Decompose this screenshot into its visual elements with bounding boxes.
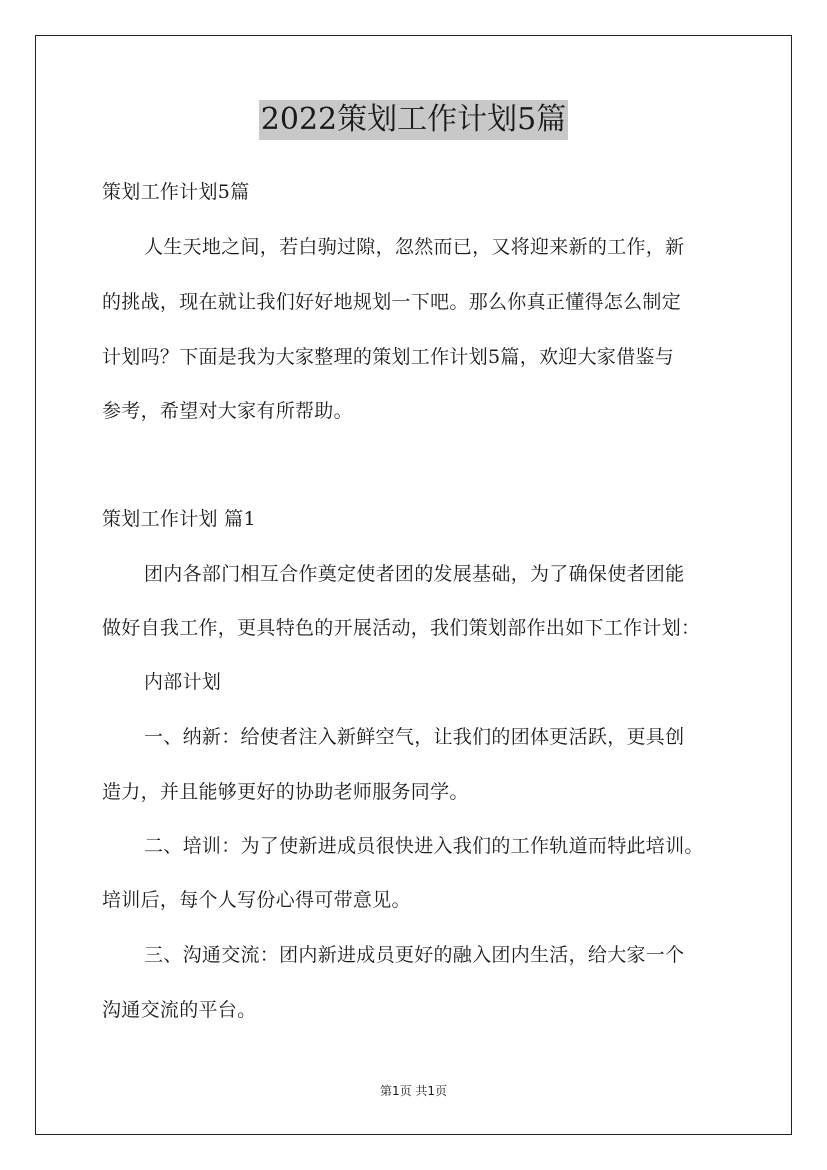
title-container [0, 100, 827, 140]
section-heading[interactable]: 策划工作计划 篇1 [102, 508, 256, 530]
paragraph-line[interactable]: 二、培训：为了使新进成员很快进入我们的工作轨道而特此培训。 [144, 835, 704, 857]
document-subtitle[interactable]: 策划工作计划5篇 [102, 181, 250, 203]
paragraph-line[interactable]: 一、纳新：给使者注入新鲜空气，让我们的团体更活跃，更具创 [144, 726, 685, 748]
paragraph-line[interactable]: 培训后，每个人写份心得可带意见。 [102, 889, 411, 911]
paragraph-line[interactable]: 做好自我工作，更具特色的开展活动，我们策划部作出如下工作计划： [102, 617, 701, 639]
paragraph-line[interactable]: 参考，希望对大家有所帮助。 [102, 400, 353, 422]
paragraph-line[interactable]: 团内各部门相互合作奠定使者团的发展基础，为了确保使者团能 [144, 563, 685, 585]
paragraph-line[interactable]: 三、沟通交流：团内新进成员更好的融入团内生活，给大家一个 [144, 944, 685, 966]
paragraph-line[interactable]: 造力，并且能够更好的协助老师服务同学。 [102, 781, 469, 803]
paragraph-line[interactable]: 人生天地之间，若白驹过隙，忽然而已，又将迎来新的工作，新 [144, 236, 685, 258]
paragraph-line[interactable]: 计划吗？下面是我为大家整理的策划工作计划5篇，欢迎大家借鉴与 [102, 346, 675, 368]
paragraph-line[interactable]: 的挑战，现在就让我们好好地规划一下吧。那么你真正懂得怎么制定 [102, 291, 682, 313]
paragraph-line[interactable]: 内部计划 [144, 671, 222, 693]
document-title[interactable]: 2022策划工作计划5篇 [259, 100, 568, 140]
page-footer [0, 1082, 827, 1099]
page-number: 第1页 共1页 [379, 1084, 448, 1098]
paragraph-line[interactable]: 沟通交流的平台。 [102, 999, 257, 1021]
